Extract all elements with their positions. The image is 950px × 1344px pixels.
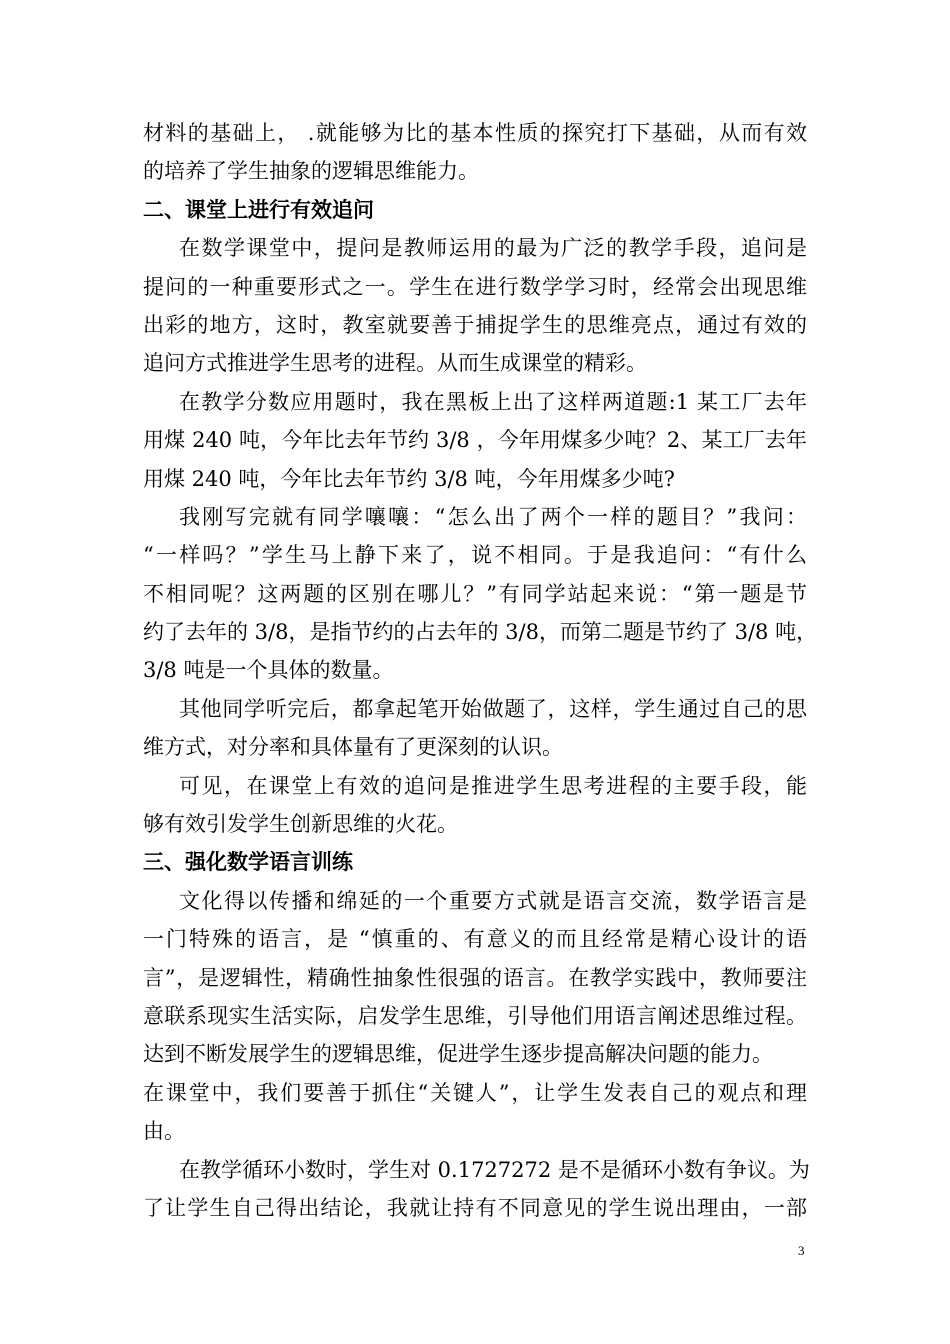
paragraph-last-line: 由。 [143,1119,185,1144]
paragraph-line: 用煤 240 吨，今年比去年节约 3/8 ，今年用煤多少吨？2、某工厂去年 [143,428,807,453]
paragraph-line: 在课堂中，我们要善于抓住“关键人”，让学生发表自己的观点和理 [143,1080,807,1105]
paragraph-last-line: 3/8 吨是一个具体的数量。 [143,658,394,683]
paragraph-last-line: 用煤 240 吨，今年比去年节约 3/8 吨，今年用煤多少吨? [143,466,675,491]
section-heading: 二、课堂上进行有效追问 [143,197,374,222]
paragraph-last-line: 维方式，对分率和具体量有了更深刻的认识。 [143,735,563,760]
paragraph-first-line: 在教学循环小数时，学生对 0.1727272 是不是循环小数有争议。为 [179,1157,810,1182]
paragraph-first-line: 在教学分数应用题时，我在黑板上出了这样两道题:1 某工厂去年 [179,389,807,414]
page-number: 3 [798,1243,805,1258]
paragraph-line: 约了去年的 3/8，是指节约的占去年的 3/8，而第二题是节约了 3/8 吨， [143,620,818,645]
paragraph-line: 意联系现实生活实际，启发学生思维，引导他们用语言阐述思维过程。 [143,1003,807,1028]
paragraph-line: 材料的基础上， .就能够为比的基本性质的探究打下基础，从而有效 [143,121,807,145]
paragraph-first-line: 其他同学听完后，都拿起笔开始做题了，这样，学生通过自己的思 [179,696,807,721]
paragraph-first-line: 文化得以传播和绵延的一个重要方式就是语言交流，数学语言是 [179,888,807,913]
paragraph-last-line: 达到不断发展学生的逻辑思维，促进学生逐步提高解决问题的能力。 [143,1042,773,1067]
paragraph-line: 提问的一种重要形式之一。学生在进行数学学习时，经常会出现思维 [143,274,807,299]
paragraph-first-line: 在数学课堂中，提问是教师运用的最为广泛的教学手段，追问是 [179,236,807,261]
paragraph-first-line: 可见，在课堂上有效的追问是推进学生思考进程的主要手段，能 [179,773,807,798]
page-body [143,114,818,1227]
paragraph-line: 不相同呢？这两题的区别在哪儿？”有同学站起来说：“第一题是节 [143,581,807,606]
paragraph-first-line: 我刚写完就有同学嚷嚷：“怎么出了两个一样的题目？”我问： [179,504,807,529]
paragraph-last-line: 追问方式推进学生思考的进程。从而生成课堂的精彩。 [143,351,647,376]
paragraph-line: 一门特殊的语言，是 “慎重的、有意义的而且经常是精心设计的语 [143,927,807,952]
paragraph-line: “一样吗？”学生马上静下来了，说不相同。于是我追问：“有什么 [143,543,807,568]
paragraph-last-line: 的培养了学生抽象的逻辑思维能力。 [143,159,479,184]
paragraph-line: 出彩的地方，这时，教室就要善于捕捉学生的思维亮点，通过有效的 [143,312,807,337]
paragraph-line: 言”，是逻辑性，精确性抽象性很强的语言。在教学实践中，教师要注 [143,965,807,990]
paragraph-last-line: 够有效引发学生创新思维的火花。 [143,812,458,837]
paragraph-line: 了让学生自己得出结论，我就让持有不同意见的学生说出理由，一部 [143,1195,807,1220]
section-heading: 三、强化数学语言训练 [143,850,353,875]
